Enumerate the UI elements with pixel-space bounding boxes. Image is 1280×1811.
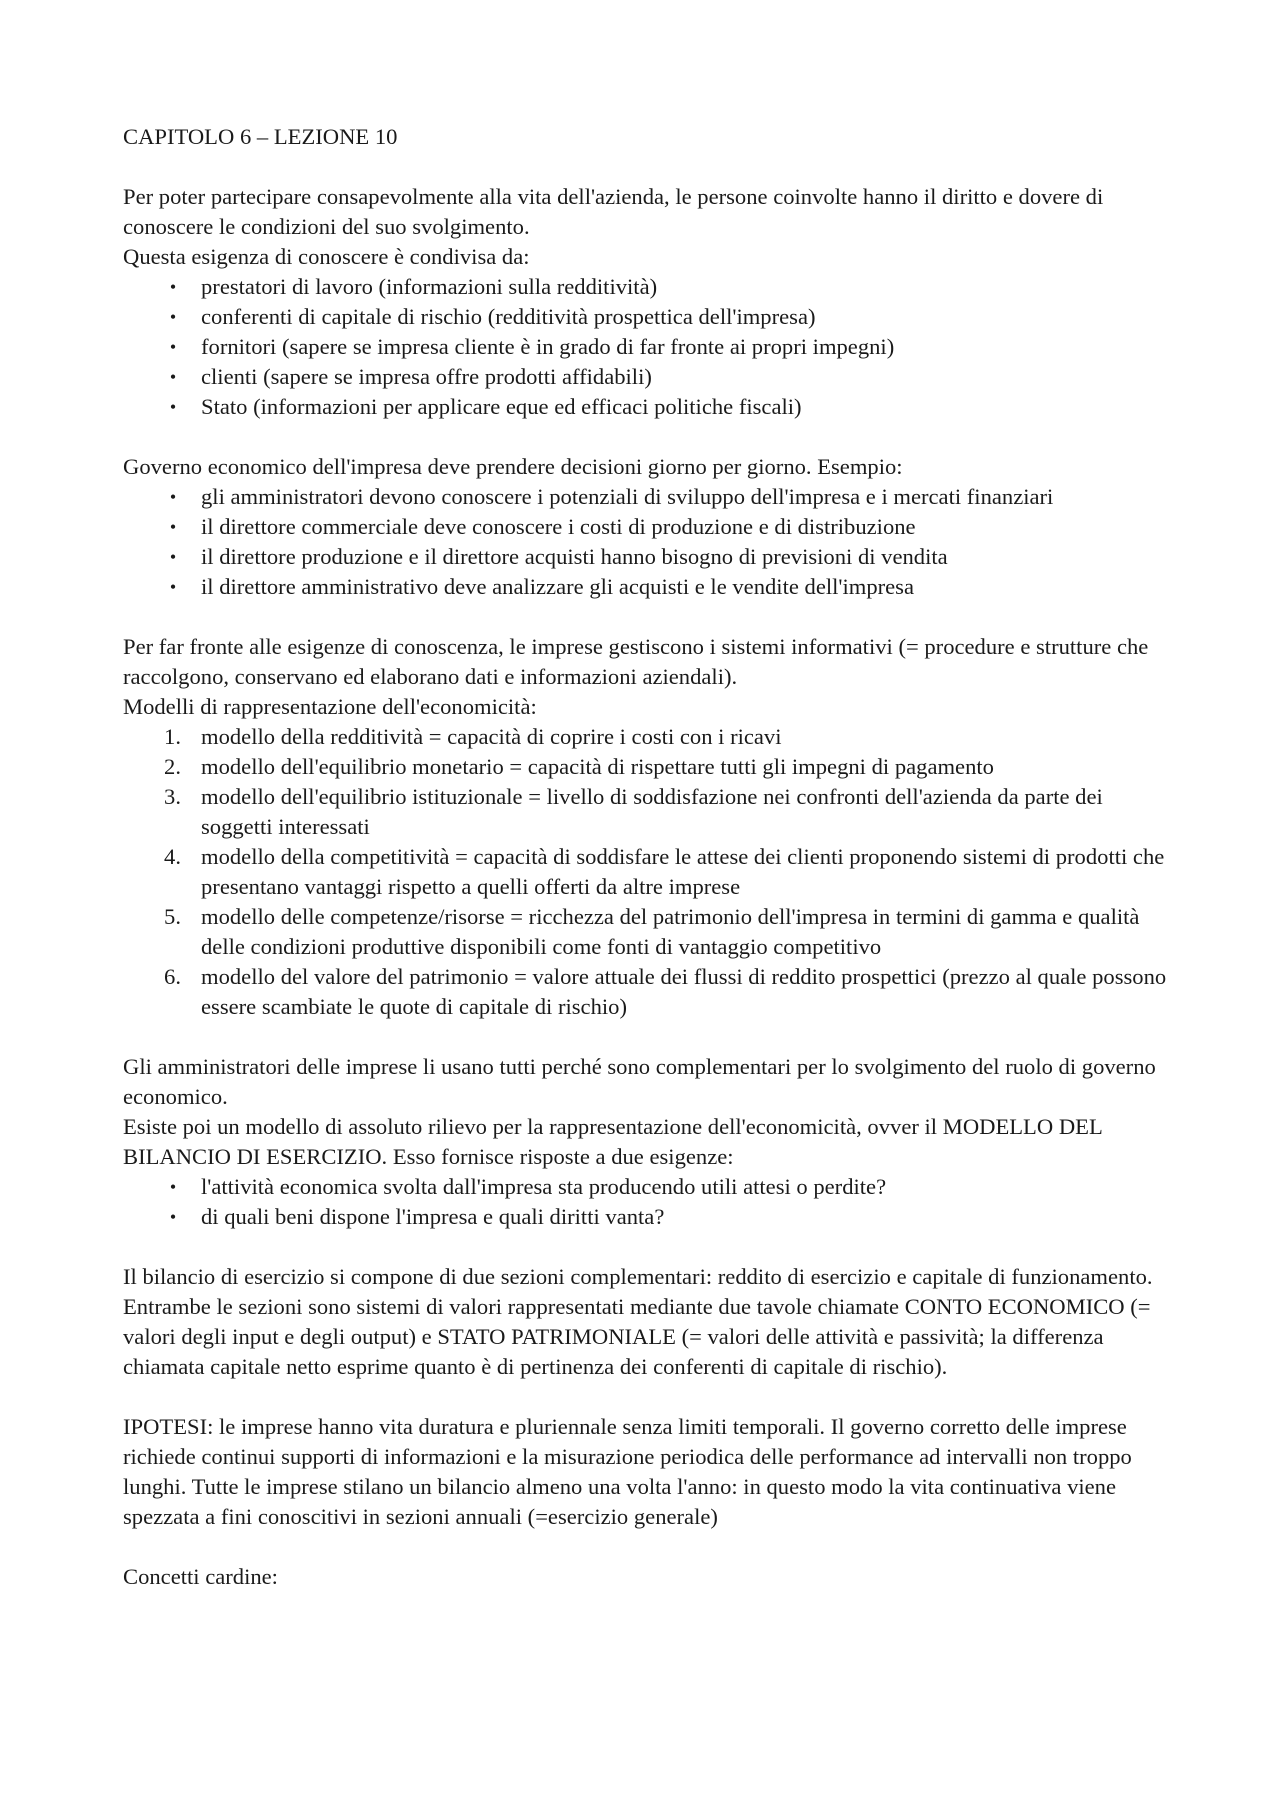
paragraph-key-concepts: Concetti cardine: [123,1564,278,1589]
list-item: • l'attività economica svolta dall'impresa sta producendo utili attesi o perdite? [123,1172,1173,1202]
stakeholder-list [123,272,1173,422]
paragraph-hypothesis: IPOTESI: le imprese hanno vita duratura e pluriennale senza limiti temporali. Il governo corretto delle imprese richiede continui supporti di informazioni e la misurazione periodica delle performance ad intervalli non troppo lunghi. Tutte le imprese stilano un bilancio almeno una volta l'anno: in questo modo la vita continuativa viene spezzata a fini conoscitivi in sezioni annuali (=esercizio generale) [123,1414,1132,1529]
list-item: • di quali beni dispone l'impresa e quali diritti vanta? [123,1202,1173,1232]
list-item: 1. modello della redditività = capacità di coprire i costi con i ricavi [123,722,1173,752]
list-item: • conferenti di capitale di rischio (redditività prospettica dell'impresa) [123,302,1173,332]
list-number: 5. [164,904,181,929]
bullet-icon: • [169,397,177,417]
models-list [123,722,1173,1022]
chapter-title: CAPITOLO 6 – LEZIONE 10 [123,124,398,149]
bullet-icon: • [169,307,177,327]
paragraph-balance-model: Esiste poi un modello di assoluto rilievo per la rappresentazione dell'economicità, ovver il MODELLO DEL BILANCIO DI ESERCIZIO. Esso fornisce risposte a due esigenze: [123,1114,1102,1169]
list-item: • prestatori di lavoro (informazioni sulla redditività) [123,272,1173,302]
list-item: 4. modello della competitività = capacità di soddisfare le attese dei clienti proponendo sistemi di prodotti che presentano vantaggi rispetto a quelli offerti da altre imprese [123,842,1173,902]
bullet-icon: • [169,1207,177,1227]
list-item: • gli amministratori devono conoscere i potenziali di sviluppo dell'impresa e i mercati finanziari [123,482,1173,512]
list-item: 6. modello del valore del patrimonio = valore attuale dei flussi di reddito prospettici (prezzo al quale possono essere scambiate le quote di capitale di rischio) [123,962,1173,1022]
list-item: • fornitori (sapere se impresa cliente è in grado di far fronte ai propri impegni) [123,332,1173,362]
bullet-icon: • [169,547,177,567]
needs-list [123,1172,1173,1232]
list-item: • il direttore produzione e il direttore acquisti hanno bisogno di previsioni di vendita [123,542,1173,572]
paragraph-models-heading: Modelli di rappresentazione dell'economicità: [123,694,537,719]
list-item: • clienti (sapere se impresa offre prodotti affidabili) [123,362,1173,392]
list-number: 1. [164,724,181,749]
paragraph-need: Questa esigenza di conoscere è condivisa da: [123,244,530,269]
list-number: 6. [164,964,181,989]
bullet-icon: • [169,487,177,507]
bullet-icon: • [169,517,177,537]
list-item: • il direttore commerciale deve conoscere i costi di produzione e di distribuzione [123,512,1173,542]
list-item: • Stato (informazioni per applicare eque ed efficaci politiche fiscali) [123,392,1173,422]
document-page [123,122,1173,1592]
list-number: 2. [164,754,181,779]
list-number: 4. [164,844,181,869]
list-item: • il direttore amministrativo deve analizzare gli acquisti e le vendite dell'impresa [123,572,1173,602]
paragraph-administrators: Gli amministratori delle imprese li usano tutti perché sono complementari per lo svolgimento del ruolo di governo economico. [123,1054,1156,1109]
bullet-icon: • [169,337,177,357]
list-item: 2. modello dell'equilibrio monetario = capacità di rispettare tutti gli impegni di pagamento [123,752,1173,782]
list-number: 3. [164,784,181,809]
bullet-icon: • [169,277,177,297]
paragraph-intro: Per poter partecipare consapevolmente alla vita dell'azienda, le persone coinvolte hanno il diritto e dovere di conoscere le condizioni del suo svolgimento. [123,184,1104,239]
decision-list [123,482,1173,602]
list-item: 5. modello delle competenze/risorse = ricchezza del patrimonio dell'impresa in termini di gamma e qualità delle condizioni produttive disponibili come fonti di vantaggio competitivo [123,902,1173,962]
paragraph-information-systems: Per far fronte alle esigenze di conoscenza, le imprese gestiscono i sistemi informativi (= procedure e strutture che raccolgono, conservano ed elaborano dati e informazioni aziendali). [123,634,1149,689]
paragraph-balance-sections: Il bilancio di esercizio si compone di due sezioni complementari: reddito di esercizio e capitale di funzionamento. Entrambe le sezioni sono sistemi di valori rappresentati mediante due tavole chiamate CONTO ECONOMICO (= valori degli input e degli output) e STATO PATRIMONIALE (= valori delle attività e passività; la differenza chiamata capitale netto esprime quanto è di pertinenza dei conferenti di capitale di rischio). [123,1264,1153,1379]
bullet-icon: • [169,1177,177,1197]
paragraph-governance: Governo economico dell'impresa deve prendere decisioni giorno per giorno. Esempio: [123,454,903,479]
bullet-icon: • [169,367,177,387]
bullet-icon: • [169,577,177,597]
list-item: 3. modello dell'equilibrio istituzionale = livello di soddisfazione nei confronti dell'azienda da parte dei soggetti interessati [123,782,1173,842]
